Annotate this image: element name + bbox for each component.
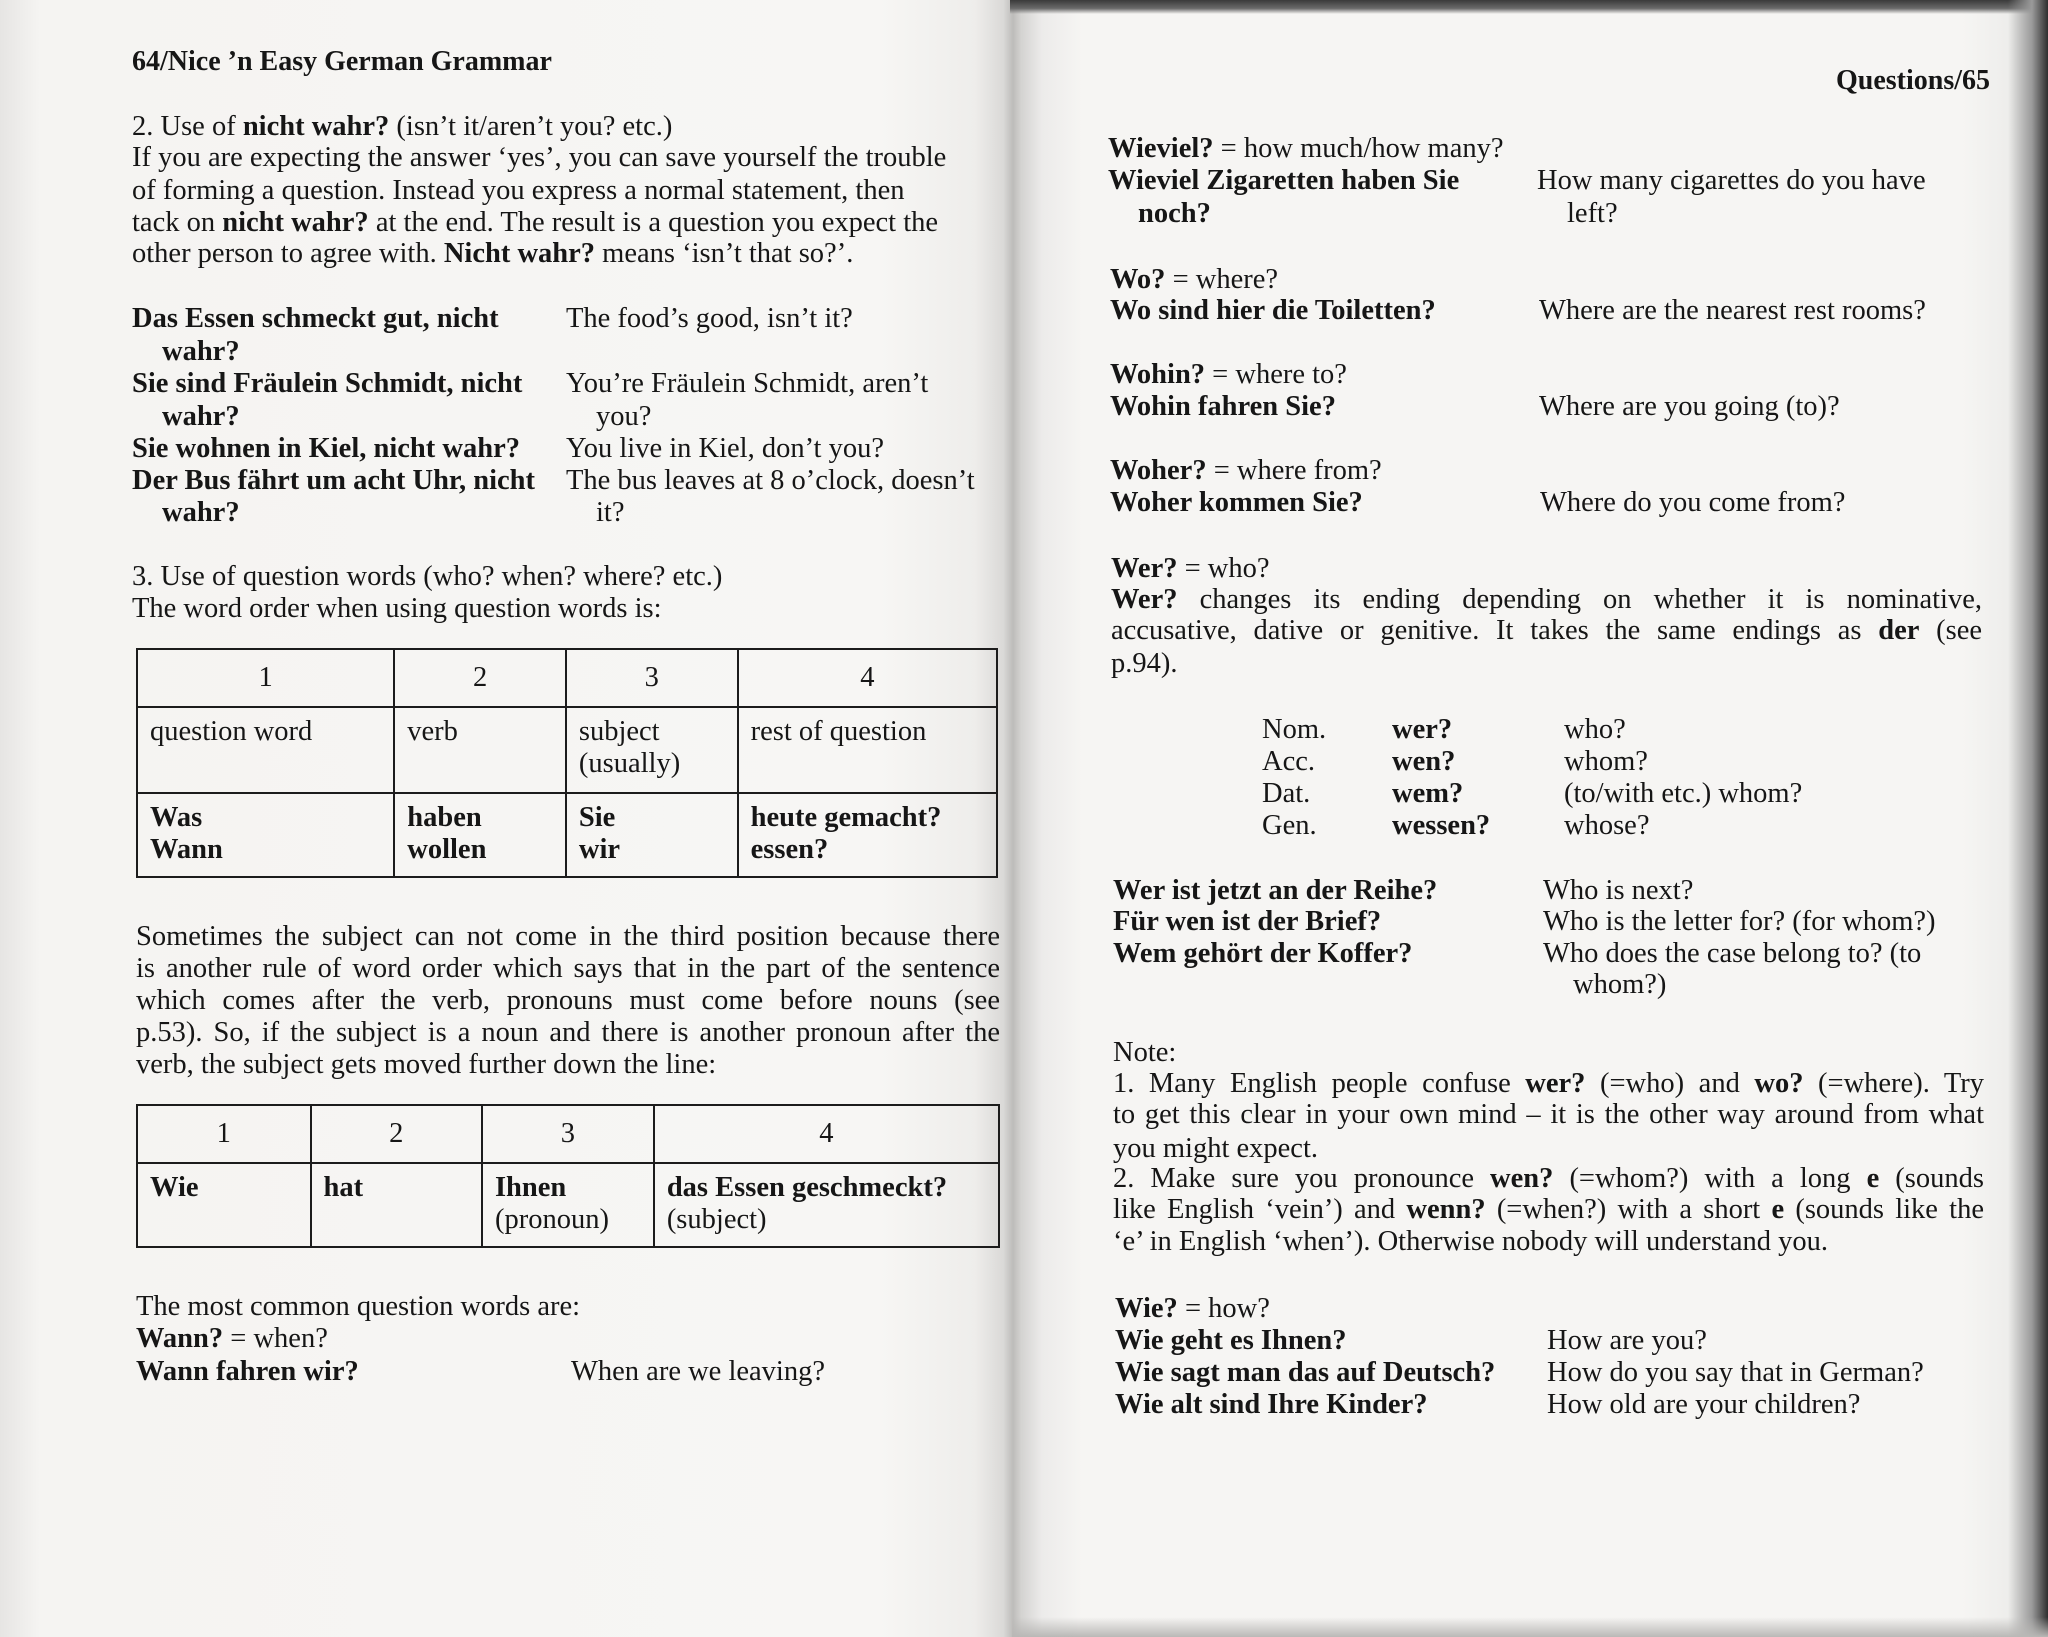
example-de: Das Essen schmeckt gut, nicht xyxy=(132,303,499,334)
example-en: The bus leaves at 8 o’clock, doesn’t xyxy=(566,465,975,496)
woher-example-en: Where do you come from? xyxy=(1540,487,1846,518)
case-name: Gen. xyxy=(1262,810,1317,841)
table-cell: das Essen geschmeckt? (subject) xyxy=(654,1163,999,1247)
wohin-definition: Wohin? = where to? xyxy=(1110,359,1347,390)
page-bottom-shadow xyxy=(1012,1617,2048,1637)
table-cell: question word xyxy=(137,707,394,793)
wieviel-example-en: How many cigarettes do you have xyxy=(1537,165,1926,196)
table-header-row xyxy=(137,1105,999,1163)
wer-definition: Wer? = who? xyxy=(1111,553,1270,584)
case-meaning: whose? xyxy=(1564,810,1650,841)
page-edge-shadow xyxy=(2008,0,2048,1637)
wer-example-en: Who does the case belong to? (to xyxy=(1543,938,1922,969)
section2-heading: 2. Use of nicht wahr? (isn’t it/aren’t you? etc.) xyxy=(132,111,673,142)
case-name: Nom. xyxy=(1262,714,1327,745)
table-cell: Wie xyxy=(137,1163,311,1247)
table-cell: Was Wann xyxy=(137,793,394,877)
note-label: Note: xyxy=(1113,1037,1177,1068)
wohin-example-de: Wohin fahren Sie? xyxy=(1110,391,1336,422)
wer-example-en: Who is next? xyxy=(1543,875,1694,906)
wer-example-de: Für wen ist der Brief? xyxy=(1113,906,1382,937)
case-form: wem? xyxy=(1392,778,1464,809)
wie-example-en: How are you? xyxy=(1547,1325,1707,1356)
word-order-table xyxy=(136,648,998,878)
section3-heading: 3. Use of question words (who? when? where? etc.) xyxy=(132,561,723,592)
table-header-row xyxy=(137,649,997,707)
wo-example-de: Wo sind hier die Toiletten? xyxy=(1110,295,1436,326)
table-row xyxy=(137,707,997,793)
wer-example-de: Wem gehört der Koffer? xyxy=(1113,938,1413,969)
example-de: Der Bus fährt um acht Uhr, nicht xyxy=(132,465,535,496)
word-order-paragraph-line: which comes after the verb, pronouns must come before nouns (see xyxy=(136,985,1000,1016)
right-page xyxy=(1012,0,2048,1637)
case-form: wen? xyxy=(1392,746,1456,777)
note-line: to get this clear in your own mind – it is the other way around from what xyxy=(1113,1099,1984,1130)
case-name: Acc. xyxy=(1262,746,1316,777)
wie-example-de: Wie geht es Ihnen? xyxy=(1115,1325,1347,1356)
table-cell: Ihnen (pronoun) xyxy=(482,1163,654,1247)
note-line: 1. Many English people confuse wer? (=who) and wo? (=where). Try xyxy=(1113,1068,1984,1099)
left-page xyxy=(0,0,1012,1637)
column-number: 3 xyxy=(482,1105,654,1163)
wie-example-en: How old are your children? xyxy=(1547,1389,1861,1420)
table-cell: hat xyxy=(311,1163,482,1247)
example-en: The food’s good, isn’t it? xyxy=(566,303,853,334)
left-page-header: 64/Nice ’n Easy German Grammar xyxy=(132,46,552,77)
case-meaning: whom? xyxy=(1564,746,1648,777)
note-line: you might expect. xyxy=(1113,1133,1318,1164)
column-number: 1 xyxy=(137,649,394,707)
example-de-cont: wahr? xyxy=(162,336,240,367)
example-en-cont: you? xyxy=(596,401,652,432)
table-cell: Sie wir xyxy=(566,793,738,877)
example-de: Sie sind Fräulein Schmidt, nicht xyxy=(132,368,523,399)
column-number: 2 xyxy=(311,1105,482,1163)
table-cell: heute gemacht? essen? xyxy=(738,793,997,877)
wer-description-line: p.94). xyxy=(1111,648,1178,679)
note-line: 2. Make sure you pronounce wen? (=whom?) with a long e (sounds xyxy=(1113,1163,1984,1194)
example-de-cont: wahr? xyxy=(162,497,240,528)
example-de-cont: wahr? xyxy=(162,401,240,432)
section2-line2: of forming a question. Instead you express a normal statement, then xyxy=(132,175,905,206)
wann-example-de: Wann fahren wir? xyxy=(136,1356,359,1387)
section2-line3: tack on nicht wahr? at the end. The result is a question you expect the xyxy=(132,207,939,238)
wer-description-line: Wer? changes its ending depending on whether it is nominative, xyxy=(1111,584,1982,615)
woher-example-de: Woher kommen Sie? xyxy=(1110,487,1363,518)
column-number: 1 xyxy=(137,1105,311,1163)
example-en: You’re Fräulein Schmidt, aren’t xyxy=(566,368,929,399)
wer-example-de: Wer ist jetzt an der Reihe? xyxy=(1113,875,1438,906)
note-line: ‘e’ in English ‘when’). Otherwise nobody will understand you. xyxy=(1113,1226,1828,1257)
column-number: 3 xyxy=(566,649,738,707)
page-top-shadow xyxy=(1010,0,2048,14)
word-order-paragraph-line: Sometimes the subject can not come in the third position because there xyxy=(136,921,1000,952)
right-page-header: Questions/65 xyxy=(1835,65,1990,96)
wie-definition: Wie? = how? xyxy=(1115,1293,1270,1324)
table-cell: haben wollen xyxy=(394,793,566,877)
column-number: 2 xyxy=(394,649,566,707)
book-spine xyxy=(1004,0,1022,1637)
wie-example-de: Wie sagt man das auf Deutsch? xyxy=(1115,1357,1496,1388)
case-meaning: who? xyxy=(1564,714,1626,745)
section2-line1: If you are expecting the answer ‘yes’, you can save yourself the trouble xyxy=(132,142,947,173)
example-de: Sie wohnen in Kiel, nicht wahr? xyxy=(132,433,520,464)
table-cell: verb xyxy=(394,707,566,793)
woher-definition: Woher? = where from? xyxy=(1110,455,1382,486)
common-words-intro: The most common question words are: xyxy=(136,1291,581,1322)
word-order-paragraph-line: is another rule of word order which says that in the part of the sentence xyxy=(136,953,1000,984)
word-order-paragraph-line: p.53). So, if the subject is a noun and there is another pronoun after the xyxy=(136,1017,1000,1048)
table-cell: rest of question xyxy=(738,707,997,793)
wie-example-en: How do you say that in German? xyxy=(1547,1357,1924,1388)
column-number: 4 xyxy=(738,649,997,707)
wieviel-definition: Wieviel? = how much/how many? xyxy=(1108,133,1504,164)
table-cell: subject (usually) xyxy=(566,707,738,793)
wo-example-en: Where are the nearest rest rooms? xyxy=(1539,295,1926,326)
wann-example-en: When are we leaving? xyxy=(571,1356,825,1387)
note-line: like English ‘vein’) and wenn? (=when?) with a short e (sounds like the xyxy=(1113,1194,1984,1225)
table-row xyxy=(137,793,997,877)
section2-line4: other person to agree with. Nicht wahr? means ‘isn’t that so?’. xyxy=(132,238,854,269)
wer-example-en-cont: whom?) xyxy=(1573,969,1667,1000)
case-name: Dat. xyxy=(1262,778,1311,809)
wie-example-de: Wie alt sind Ihre Kinder? xyxy=(1115,1389,1428,1420)
case-form: wer? xyxy=(1392,714,1453,745)
wer-description-line: accusative, dative or genitive. It takes the same endings as der (see xyxy=(1111,615,1982,646)
wieviel-example-de: Wieviel Zigaretten haben Sie xyxy=(1108,165,1460,196)
pronoun-order-table xyxy=(136,1104,1000,1248)
wo-definition: Wo? = where? xyxy=(1110,264,1279,295)
column-number: 4 xyxy=(654,1105,999,1163)
case-form: wessen? xyxy=(1392,810,1491,841)
table-row xyxy=(137,1163,999,1247)
wohin-example-en: Where are you going (to)? xyxy=(1539,391,1840,422)
example-en-cont: it? xyxy=(596,497,625,528)
section3-intro: The word order when using question words is: xyxy=(132,593,662,624)
example-en: You live in Kiel, don’t you? xyxy=(566,433,884,464)
wieviel-example-de-cont: noch? xyxy=(1138,198,1211,229)
wieviel-example-en-cont: left? xyxy=(1567,198,1618,229)
word-order-paragraph-line: verb, the subject gets moved further down the line: xyxy=(136,1049,717,1080)
case-meaning: (to/with etc.) whom? xyxy=(1564,778,1803,809)
wann-definition: Wann? = when? xyxy=(136,1323,328,1354)
wer-example-en: Who is the letter for? (for whom?) xyxy=(1543,906,1936,937)
